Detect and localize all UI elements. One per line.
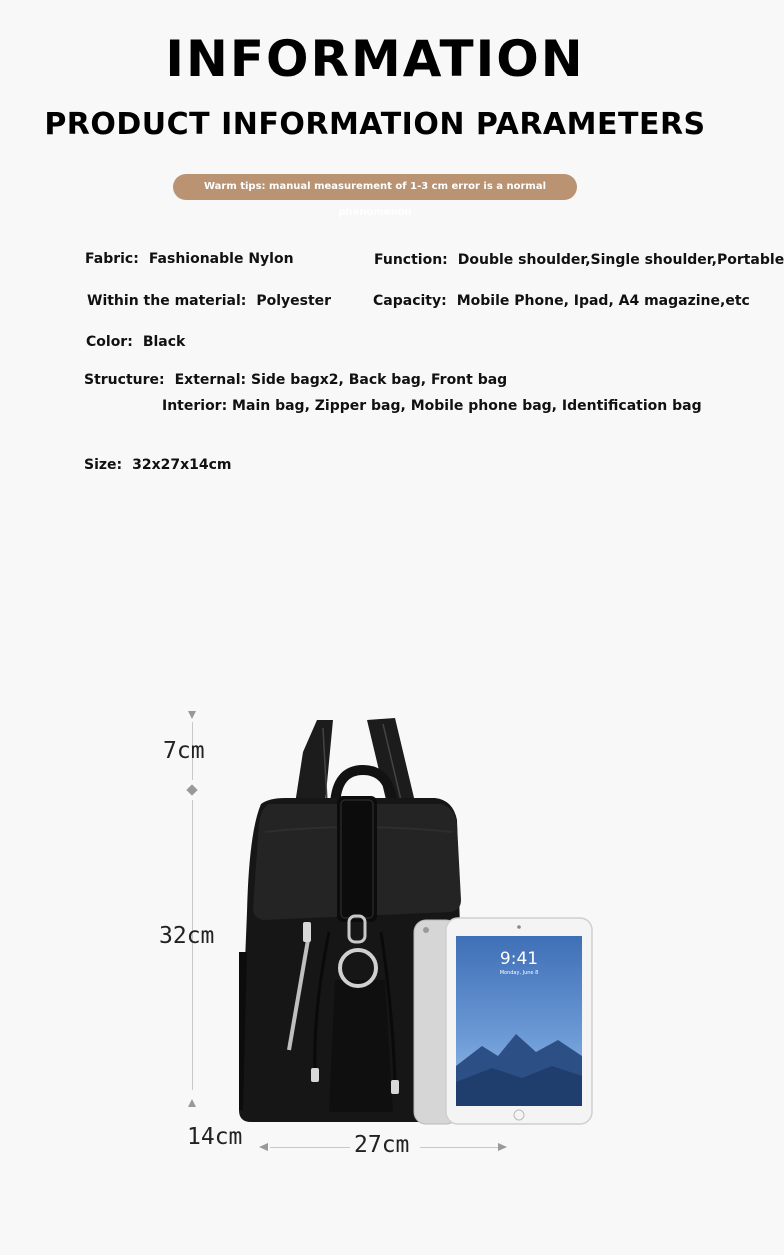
param-value: Black	[142, 334, 186, 350]
param-value: Double shoulder,Single shoulder,Portable	[457, 252, 784, 268]
arrow-left-icon	[259, 1143, 268, 1151]
param-fabric	[85, 251, 294, 267]
param-label: Fabric:	[85, 251, 139, 267]
arrow-down-icon	[188, 711, 196, 719]
tablet-image	[412, 916, 594, 1126]
page-subtitle: PRODUCT INFORMATION PARAMETERS	[44, 107, 706, 142]
param-structure	[84, 372, 507, 388]
param-value: 32x27x14cm	[132, 457, 232, 473]
param-label: Color:	[86, 334, 133, 350]
tablet-date: Monday, June 8	[499, 970, 539, 976]
dimension-strap-label: 7cm	[163, 738, 205, 764]
tablet-time: 9:41	[499, 949, 539, 969]
param-label: Size:	[84, 457, 123, 473]
param-structure-external: External: Side bagx2, Back bag, Front bag	[174, 372, 508, 388]
width-dimension-line-right	[420, 1147, 498, 1148]
arrow-right-icon	[498, 1143, 507, 1151]
param-value: Fashionable Nylon	[148, 251, 294, 267]
dimension-depth-label: 14cm	[187, 1124, 243, 1150]
param-label: Structure:	[84, 372, 165, 388]
page-title: INFORMATION	[165, 30, 585, 88]
param-label: Function:	[374, 252, 448, 268]
param-value: Mobile Phone, Ipad, A4 magazine,etc	[456, 293, 750, 309]
param-size	[84, 457, 232, 473]
param-structure-interior: Interior: Main bag, Zipper bag, Mobile phone bag, Identification bag	[162, 398, 702, 414]
warm-tip-badge: Warm tips: manual measurement of 1-3 cm error is a normal phenomenon	[173, 174, 577, 200]
width-dimension-line-left	[270, 1147, 350, 1148]
param-capacity	[373, 293, 750, 309]
param-function	[374, 252, 784, 268]
dimension-width-label: 27cm	[354, 1132, 410, 1158]
param-color	[86, 334, 185, 350]
dimension-height-label: 32cm	[159, 923, 215, 949]
param-material	[87, 293, 331, 309]
param-label: Capacity:	[373, 293, 447, 309]
diamond-marker-icon	[186, 784, 197, 795]
arrow-up-icon	[188, 1099, 196, 1107]
param-label: Within the material:	[87, 293, 247, 309]
param-value: Polyester	[256, 293, 332, 309]
